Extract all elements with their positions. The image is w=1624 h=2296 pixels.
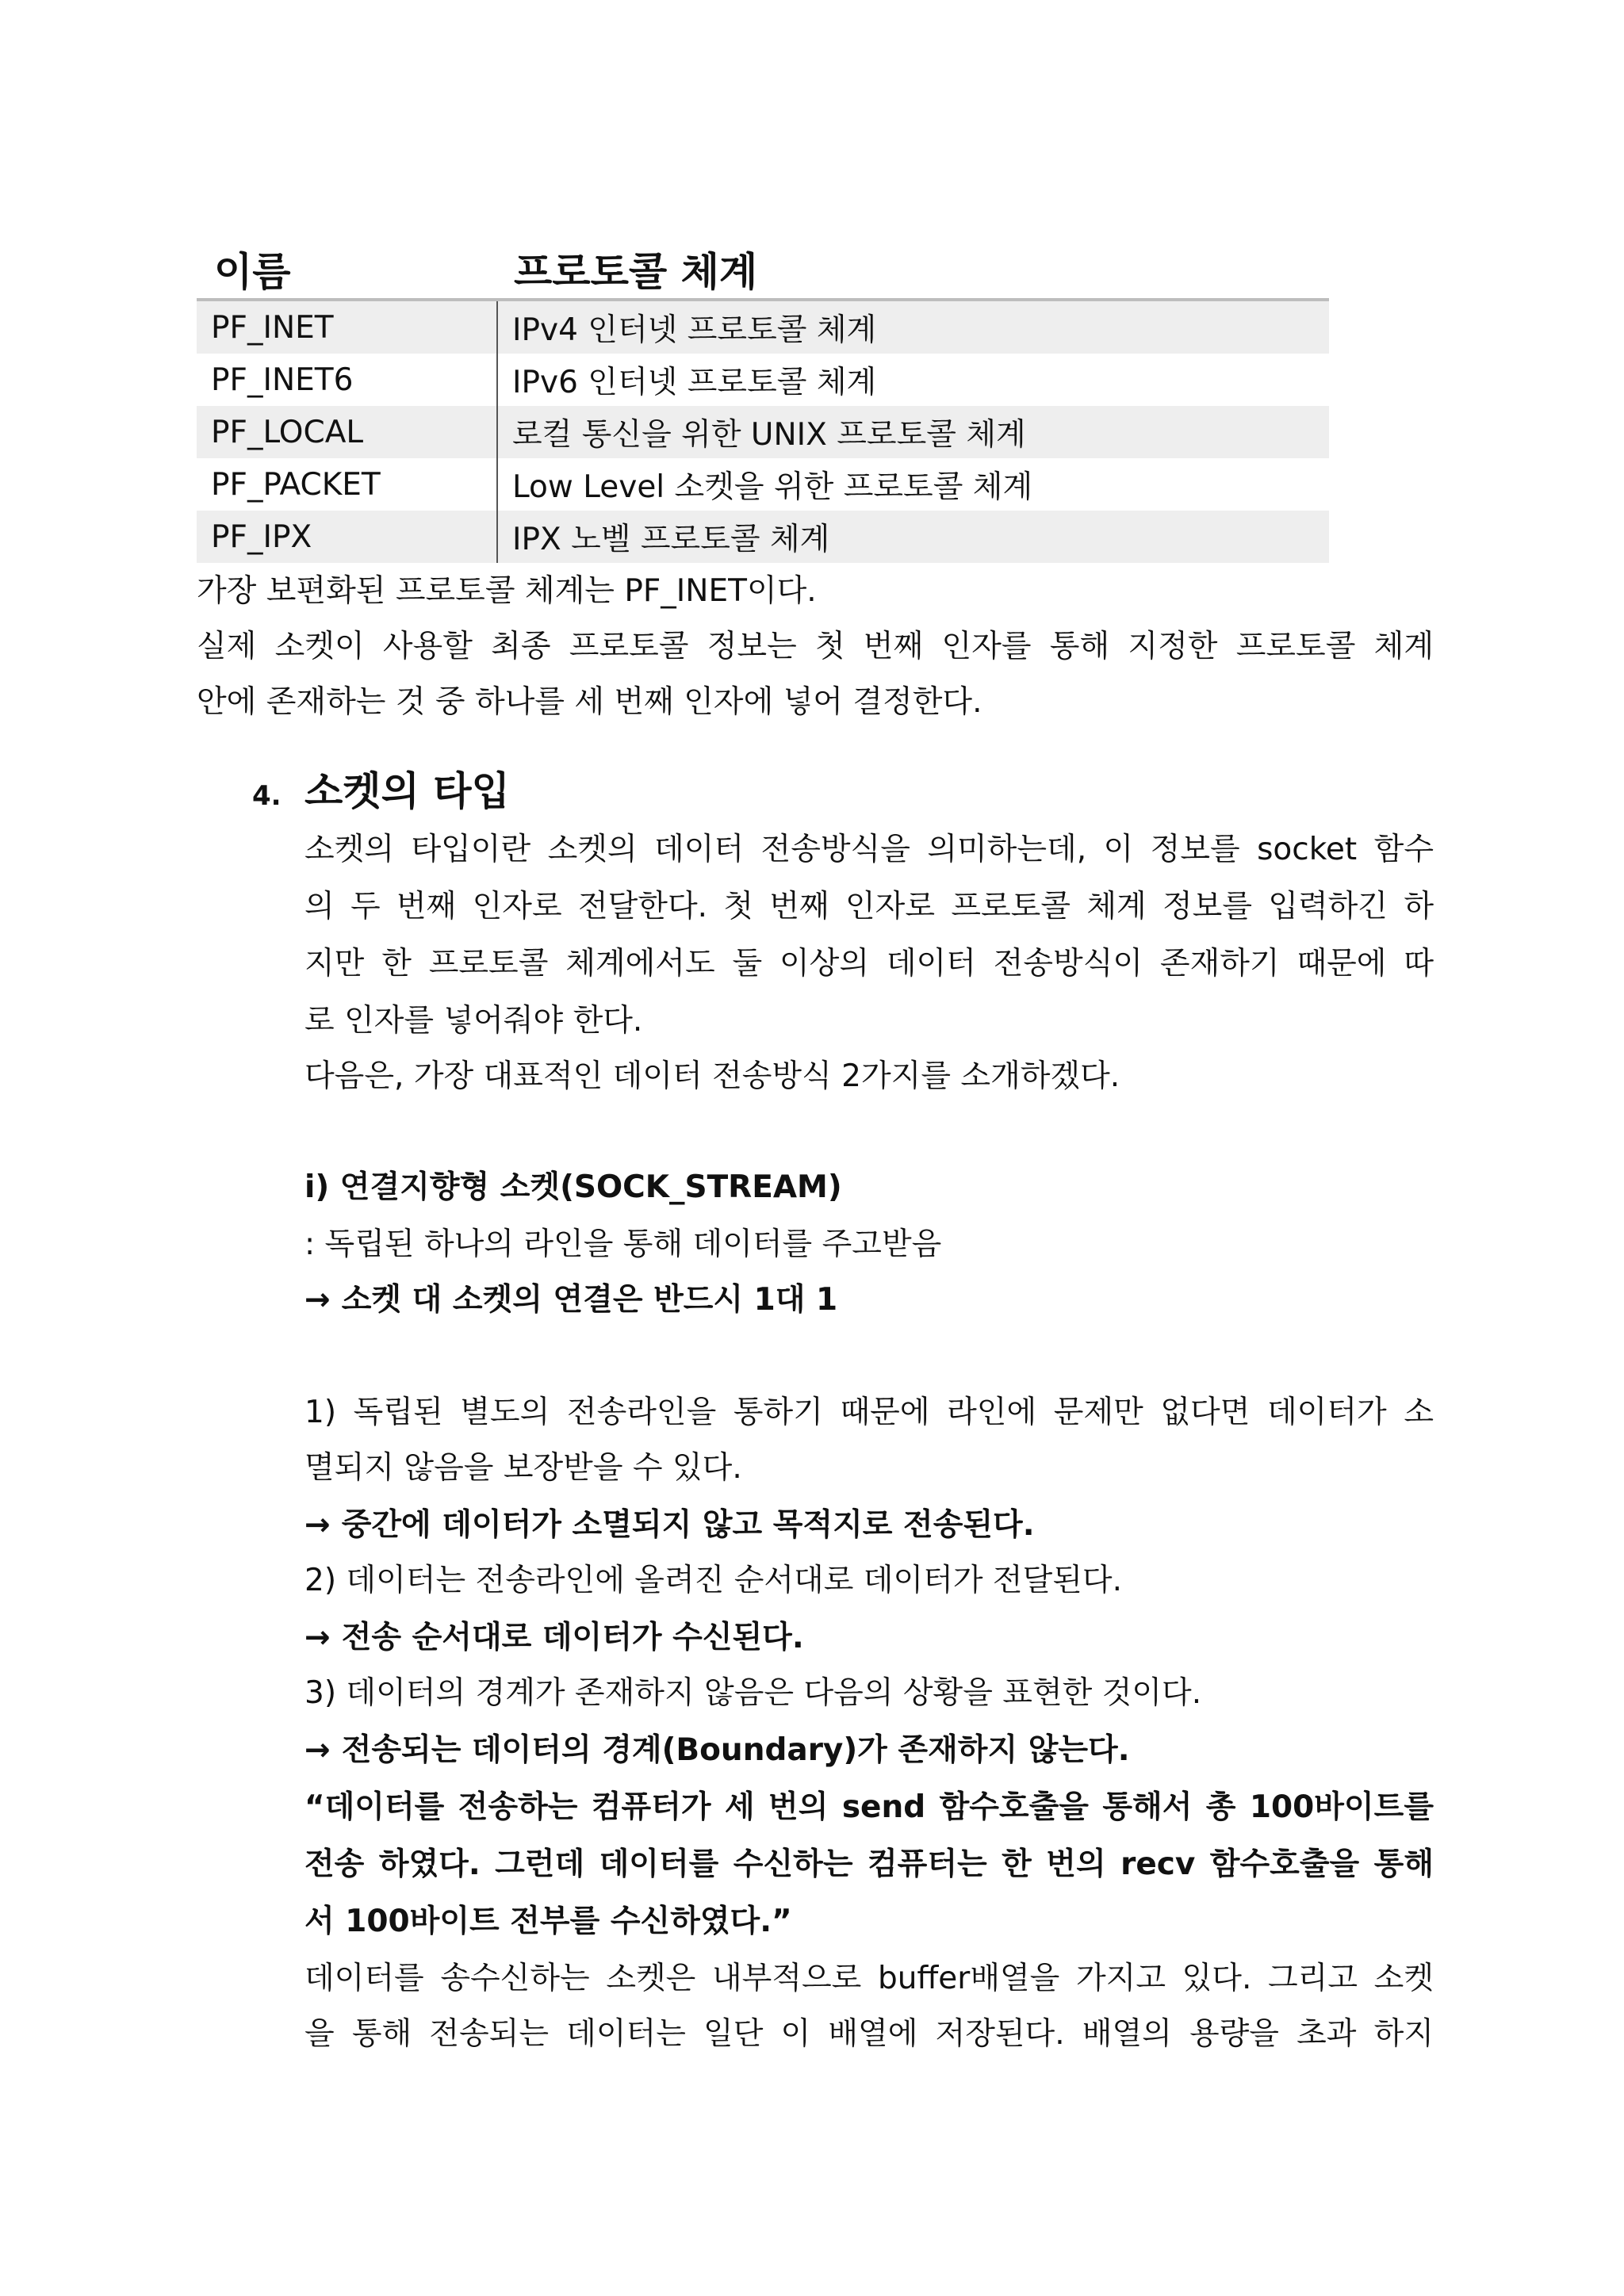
closing-line-1: 데이터를 송수신하는 소켓은 내부적으로 buffer배열을 가지고 있다. 그리고 소켓 [304,1961,1434,1996]
section-title: 소켓의 타입 [304,768,510,814]
point-2-result-text: 전송 순서대로 데이터가 수신된다. [341,1620,804,1655]
table-row [197,511,1329,563]
subsection-desc: : 독립된 하나의 라인을 통해 데이터를 주고받음 [304,1226,942,1262]
section-p1-line-2: 의 두 번째 인자로 전달한다. 첫 번째 인자로 프로토콜 체계 정보를 입력하긴 하 [304,889,1434,924]
cell-desc: 로컬 통신을 위한 UNIX 프로토콜 체계 [512,417,1026,453]
intro-line-1: 가장 보편화된 프로토콜 체계는 PF_INET이다. [197,573,817,609]
cell-name: PF_PACKET [197,458,498,511]
cell-name: PF_IPX [197,511,498,563]
header-protocol: 프로토콜 체계 [514,249,758,295]
point-2-line: 2) 데이터는 전송라인에 올려진 순서대로 데이터가 전달된다. [304,1563,1122,1598]
point-2-result [304,1609,804,1667]
table-header [197,238,1329,301]
section-heading [252,760,510,817]
point-1-result [304,1497,1035,1554]
header-name: 이름 [214,249,291,295]
cell-name: PF_LOCAL [197,406,498,458]
cell-name: PF_INET [197,301,498,354]
arrow-right-icon: → [304,1620,331,1655]
intro-line-2: 실제 소켓이 사용할 최종 프로토콜 정보는 첫 번째 인자를 통해 지정한 프로토콜 체계 [197,629,1434,664]
protocol-table [197,238,1329,563]
quote-line-1: “데이터를 전송하는 컴퓨터가 세 번의 send 함수호출을 통해서 총 100바이트를 [304,1789,1434,1825]
table-row [197,301,1329,354]
subsection-conclusion [304,1272,837,1329]
cell-name: PF_INET6 [197,354,498,406]
section-p1-line-4: 로 인자를 넣어줘야 한다. [304,1003,643,1039]
section-p1-line-3: 지만 한 프로토콜 체계에서도 둘 이상의 데이터 전송방식이 존재하기 때문에 따 [304,946,1434,982]
subsection-title: i) 연결지향형 소켓(SOCK_STREAM) [304,1169,842,1205]
cell-desc: IPv6 인터넷 프로토콜 체계 [512,365,877,400]
conclusion-text: 소켓 대 소켓의 연결은 반드시 1대 1 [341,1282,838,1318]
section-p1-line-1: 소켓의 타입이란 소켓의 데이터 전송방식을 의미하는데, 이 정보를 socket 함수 [304,832,1434,867]
intro-line-3: 안에 존재하는 것 중 하나를 세 번째 인자에 넣어 결정한다. [197,684,982,720]
arrow-right-icon: → [304,1282,331,1318]
table-row [197,354,1329,406]
point-1-result-text: 중간에 데이터가 소멸되지 않고 목적지로 전송된다. [341,1507,1035,1543]
table-row [197,458,1329,511]
point-3-result [304,1722,1130,1779]
point-3-result-text: 전송되는 데이터의 경계(Boundary)가 존재하지 않는다. [341,1732,1130,1768]
quote-line-3: 서 100바이트 전부를 수신하였다.” [304,1904,792,1939]
cell-desc: Low Level 소켓을 위한 프로토콜 체계 [512,469,1033,505]
section-number: 4. [252,780,282,812]
cell-desc: IPv4 인터넷 프로토콜 체계 [512,312,877,348]
cell-desc: IPX 노벨 프로토콜 체계 [512,522,830,557]
arrow-right-icon: → [304,1732,331,1768]
point-3-line: 3) 데이터의 경계가 존재하지 않음은 다음의 상황을 표현한 것이다. [304,1675,1202,1711]
closing-line-2: 을 통해 전송되는 데이터는 일단 이 배열에 저장된다. 배열의 용량을 초과 하지 [304,2016,1434,2052]
section-p2: 다음은, 가장 대표적인 데이터 전송방식 2가지를 소개하겠다. [304,1058,1120,1094]
quote-line-2: 전송 하였다. 그런데 데이터를 수신하는 컴퓨터는 한 번의 recv 함수호출을 통해 [304,1846,1434,1882]
point-1-line-1: 1) 독립된 별도의 전송라인을 통하기 때문에 라인에 문제만 없다면 데이터가 소 [304,1395,1434,1430]
table-row [197,406,1329,458]
arrow-right-icon: → [304,1507,331,1543]
point-1-line-2: 멸되지 않음을 보장받을 수 있다. [304,1450,742,1486]
